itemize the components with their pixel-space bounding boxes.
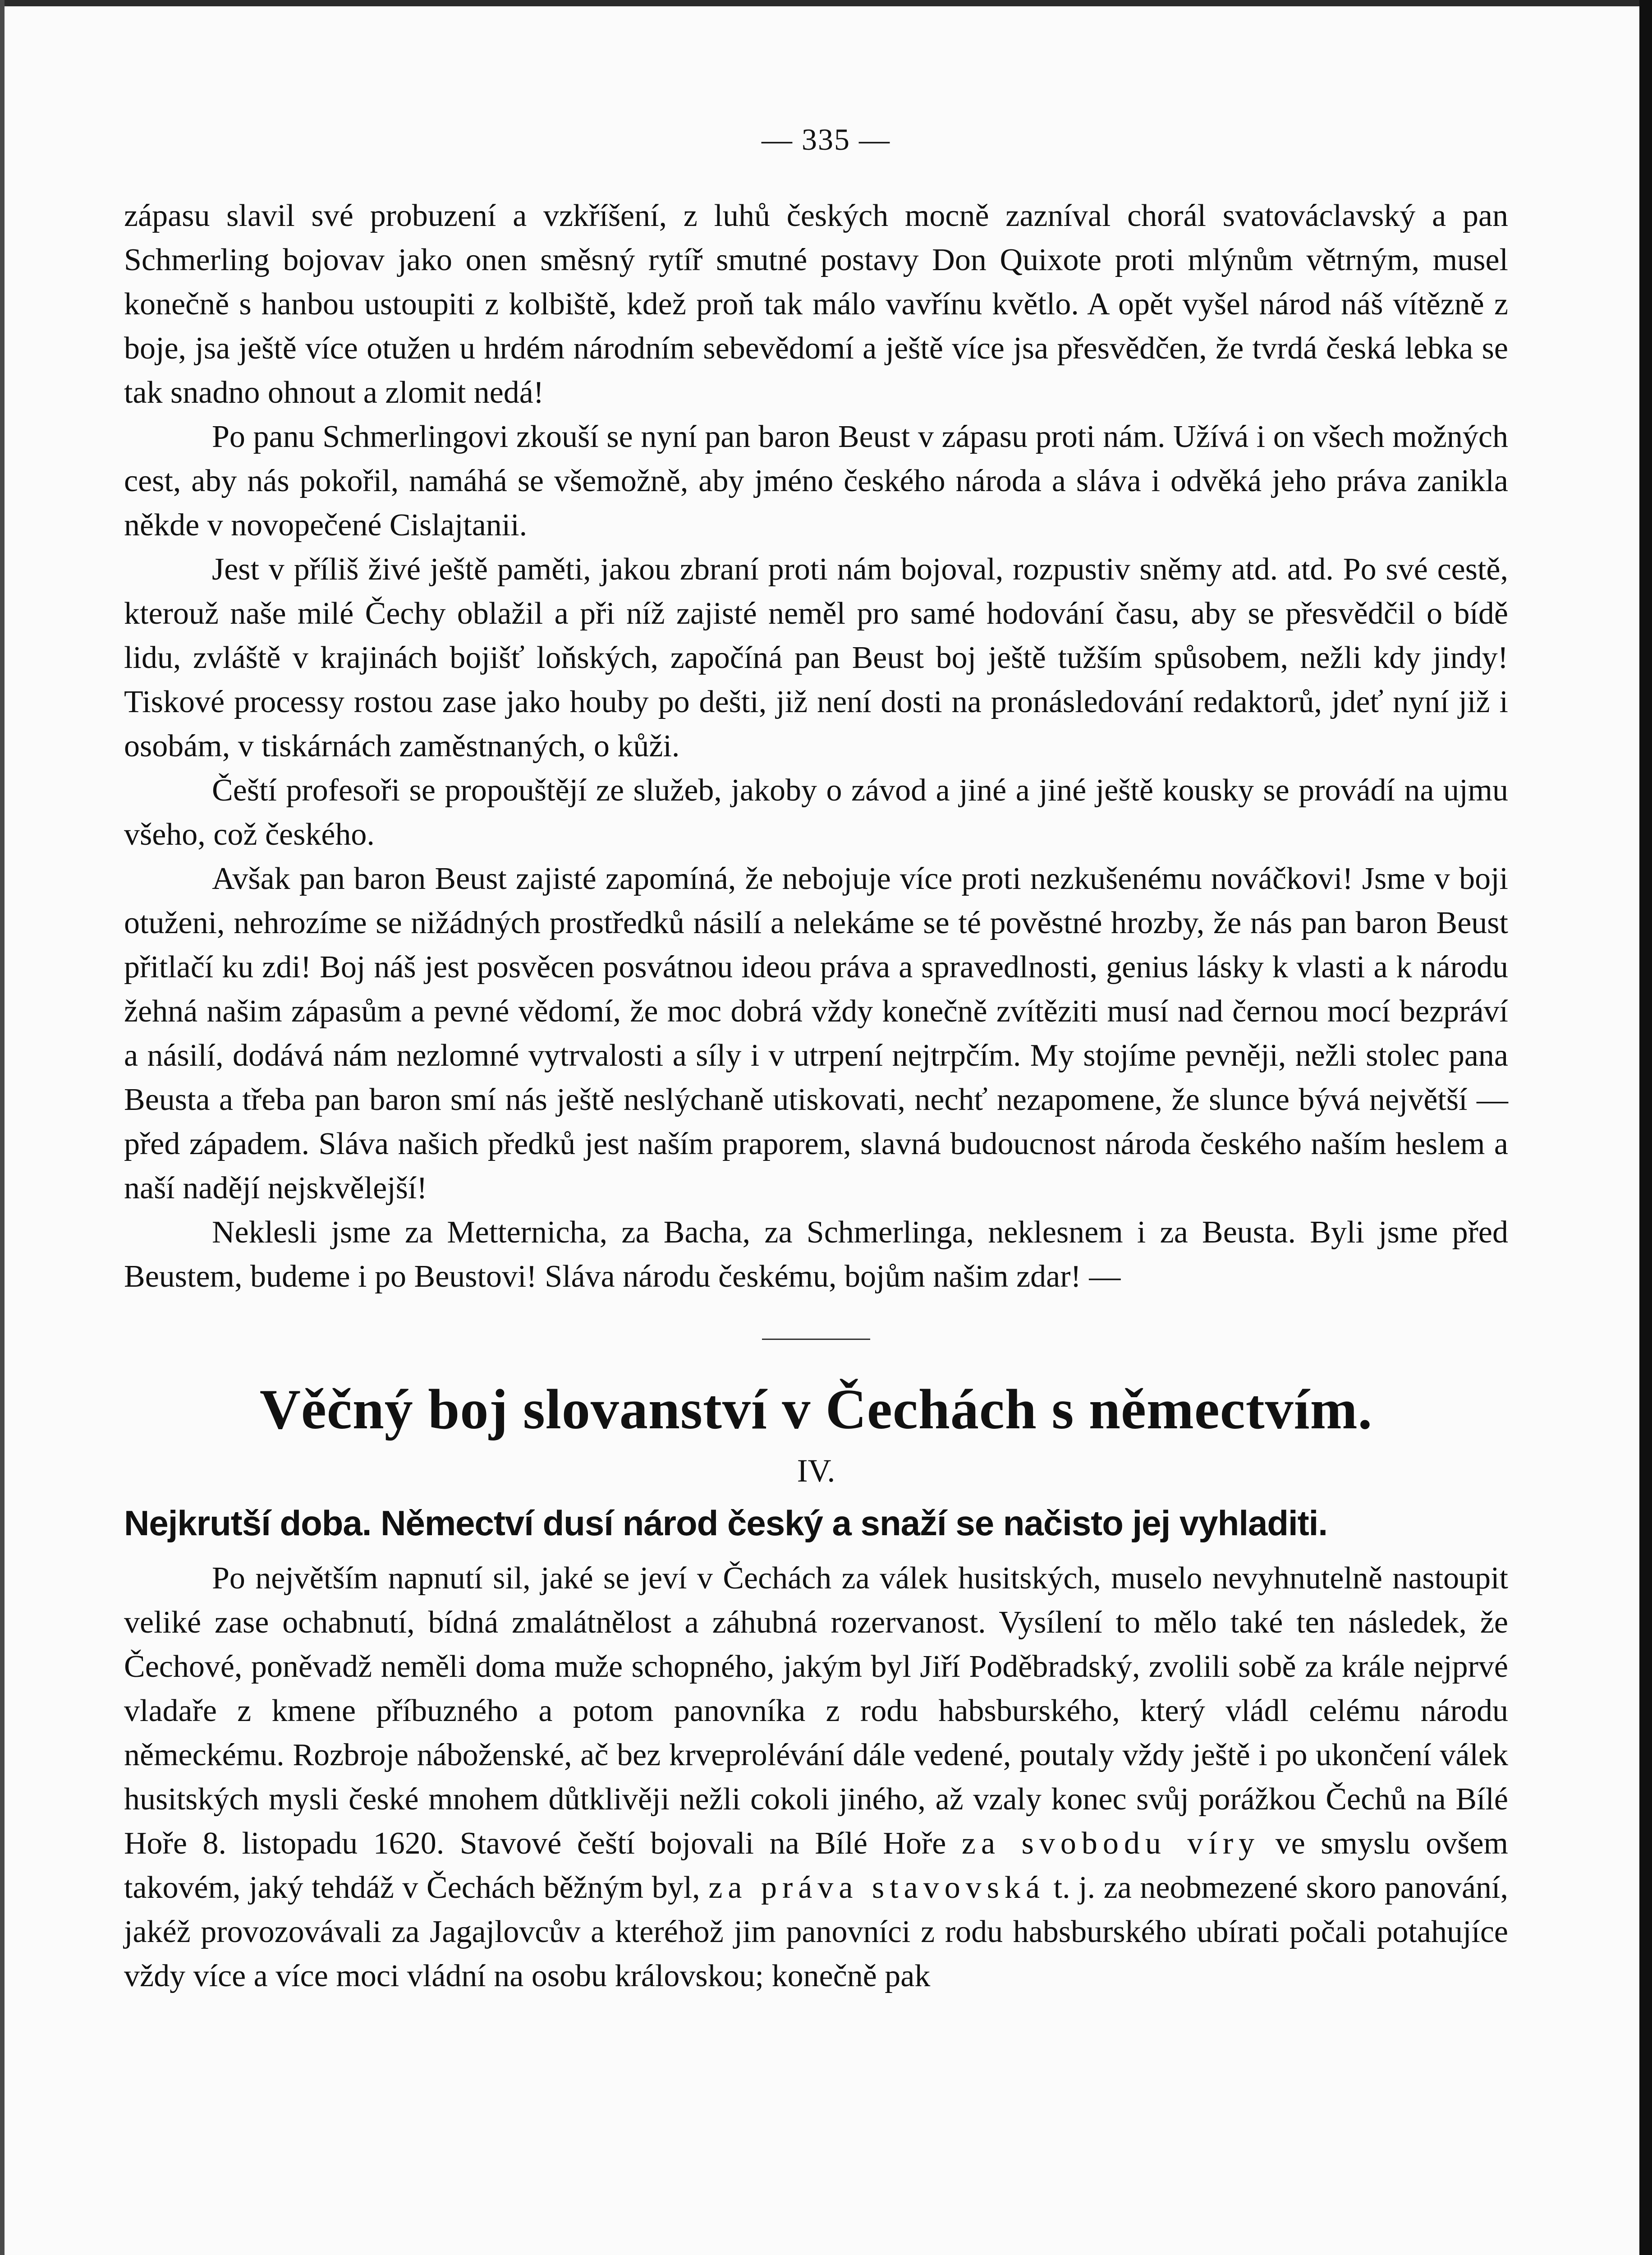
paragraph-4: Čeští profesoři se propouštějí ze služeb, jakoby o závod a jiné a jiné ještě kousky se provádí na ujmu všeho, což českého. xyxy=(124,773,1508,852)
section-paragraph-text-3: t. j. za neobmezené skoro panování, jakéž provozovávali za Jagajlovcův a kteréhož jim panovníci z rodu habsburského ubírati počali potahujíce vždy více a více moci vládní na osobu královskou; konečně pak xyxy=(124,1870,1508,1993)
paragraph-2: Po panu Schmerlingovi zkouší se nyní pan baron Beust v zápasu proti nám. Užívá i on všech možných cest, aby nás pokořil, namáhá se všemožně, aby jméno českého národa a sláva i odvěká jeho práva zanikla někde v novopečené Cislajtanii. xyxy=(124,419,1508,543)
scan-edge-top xyxy=(0,0,1652,6)
paragraph-5: Avšak pan baron Beust zajisté zapomíná, že nebojuje více proti nezkušenému nováčkovi! Jsme v boji otuženi, nehrozíme se nižádných prostředků násilí a nelekáme se té pověstné hrozby, že nás pan baron Beust přitlačí ku zdi! Boj náš jest posvěcen posvátnou ideou práva a spravedlnosti, genius lásky k vlasti a k národu žehná našim zápasům a pevné vědomí, že moc dobrá vždy konečně zvítěziti musí nad černou mocí bezpráví a násilí, dodává nám nezlomné vytrvalosti a síly i v utrpení nejtrpčím. My stojíme pevněji, nežli stolec pana Beusta a třeba pan baron smí nás ještě neslýchaně utiskovati, nechť nezapomene, že slunce bývá největší — před západem. Sláva našich předků jest naším praporem, slavná budoucnost národa českého naším heslem a naší nadějí nejskvělejší! xyxy=(124,861,1508,1206)
section-paragraph-spaced-2: za práva stavovská xyxy=(708,1870,1046,1905)
page-number: — 335 — xyxy=(762,122,890,156)
section-paragraph xyxy=(124,1556,1508,1998)
section-number: IV. xyxy=(797,1453,835,1489)
paragraph-3: Jest v příliš živé ještě paměti, jakou zbraní proti nám bojoval, rozpustiv sněmy atd. atd. Po své cestě, kterouž naše milé Čechy oblažil a při níž zajisté neměl pro samé hodování času, aby se přesvědčil o bídě lidu, zvláště v krajinách bojišť loňských, započíná pan Beust boj ještě tužším spůsobem, nežli kdy jindy! Tiskové processy rostou zase jako houby po dešti, již není dosti na pronásledování redaktorů, jdeť nyní již i osobám, v tiskárnách zaměstnaných, o kůži. xyxy=(124,552,1508,764)
scan-edge-left xyxy=(0,0,5,2255)
page-body xyxy=(124,194,1508,1998)
section-title: Věčný boj slovanství v Čechách s němectvím. xyxy=(259,1378,1373,1441)
scan-edge-right xyxy=(1639,0,1652,2255)
paragraph-1: zápasu slavil své probuzení a vzkříšení, z luhů českých mocně zazníval chorál svatováclavský a pan Schmerling bojovav jako onen směsný rytíř smutné postavy Don Quixote proti mlýnům větrným, musel konečně s hanbou ustoupiti z kolbiště, kdež proň tak málo vavřínu květlo. A opět vyšel národ náš vítězně z boje, jsa ještě více otužen u hrdém národním sebevědomí a ještě více jsa přesvědčen, že tvrdá česká lebka se tak snadno ohnout a zlomit nedá! xyxy=(124,198,1508,410)
section-paragraph-text-2: ve smyslu ovšem takovém, jaký tehdáž v Čechách běžným byl, xyxy=(124,1826,1509,1905)
paragraph-6: Neklesli jsme za Metternicha, za Bacha, za Schmerlinga, neklesnem i za Beusta. Byli jsme před Beustem, budeme i po Beustovi! Sláva národu českému, bojům našim zdar! — xyxy=(124,1215,1508,1294)
section-separator xyxy=(762,1339,870,1340)
section-paragraph-spaced-1: za svobodu víry xyxy=(961,1826,1260,1861)
section-paragraph-text-1: Po největším napnutí sil, jaké se jeví v Čechách za válek husitských, muselo nevyhnutelně nastoupit veliké zase ochabnutí, bídná zmalátnělost a záhubná rozervanost. Vysílení to mělo také ten následek, že Čechové, poněvadž neměli doma muže schopného, jakým byl Jiří Poděbradský, zvolili sobě za krále nejprvé vladaře z kmene příbuzného a potom panovníka z rodu habsburského, který vládl celému národu německému. Rozbroje náboženské, ač bez krveprolévání dále vedené, poutaly vždy ještě i po ukončení válek husitských mysli české mnohem důtklivěji nežli cokoli jiného, až vzaly konec svůj porážkou Čechů na Bílé Hoře 8. listopadu 1620. Stavové čeští bojovali na Bílé Hoře xyxy=(124,1561,1508,1861)
section-subtitle: Nejkrutší doba. Němectví dusí národ český a snaží se načisto jej vyhladiti. xyxy=(124,1503,1328,1543)
